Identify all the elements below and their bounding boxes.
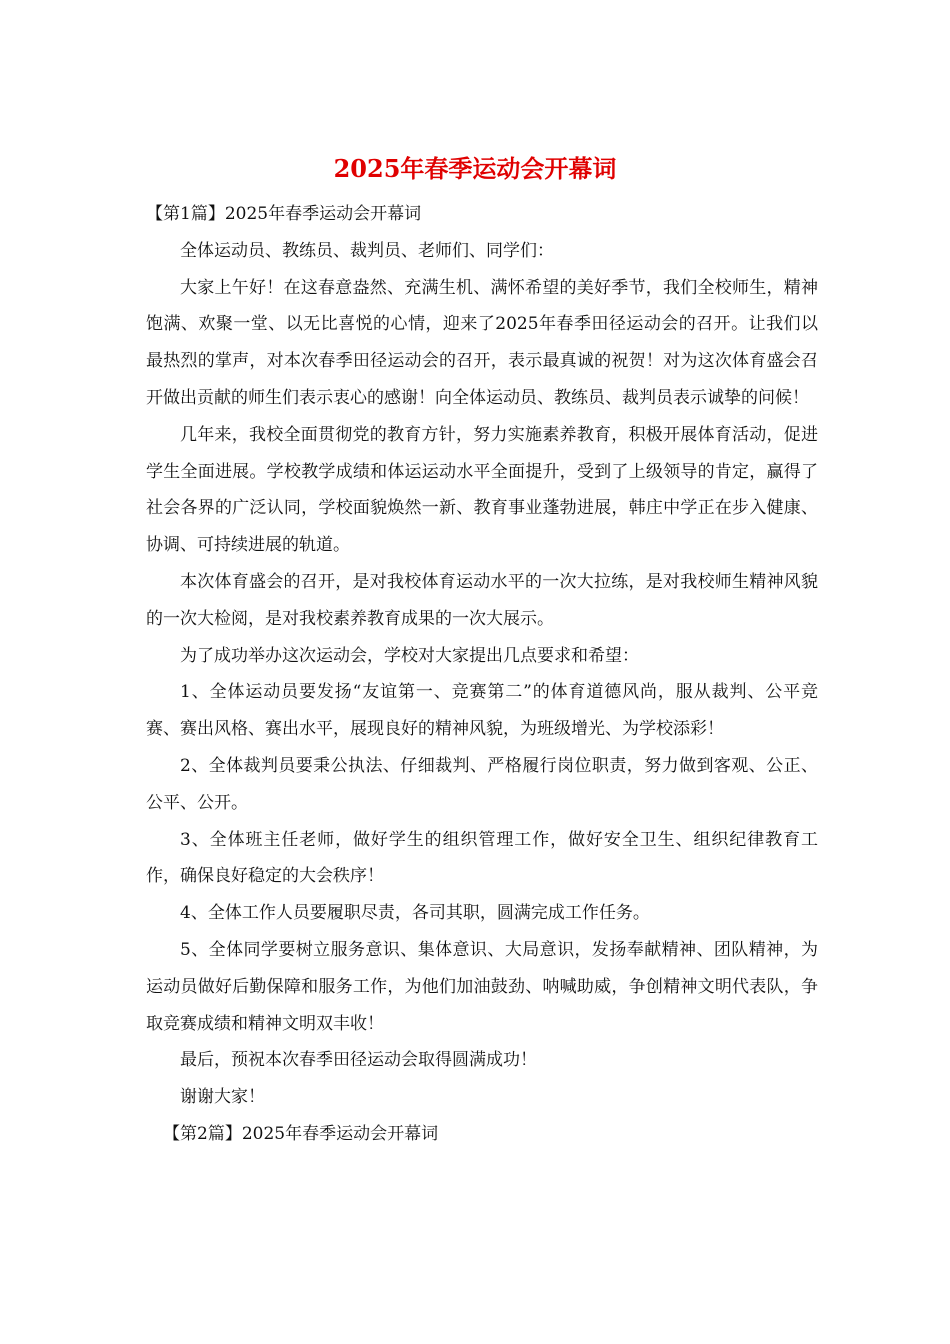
requirement-item-4: 4、全体工作人员要履职尽责，各司其职，圆满完成工作任务。 [180,903,650,924]
section-heading-1: 【第1篇】2025年春季运动会开幕词 [146,204,422,224]
greeting-paragraph: 大家上午好！在这春意盎然、充满生机、满怀希望的美好季节，我们全校师生，精神饱满、欢聚一堂、以无比喜悦的心情，迎来了2025年春季田径运动会的召开。让我们以最热烈的掌声，对本次春季田径运动会的召开，表示最真诚的祝贺！对为这次体育盛会召开做出贡献的师生们表示衷心的感谢！向全体运动员、教练员、裁判员表示诚挚的问候！ [146,277,818,408]
section-heading-2: 【第2篇】2025年春季运动会开幕词 [163,1123,439,1144]
thanks-paragraph: 谢谢大家！ [180,1087,265,1108]
requirement-item-1: 1、全体运动员要发扬“友谊第一、竞赛第二”的体育道德风尚，服从裁判、公平竞赛、赛出风格、赛出水平，展现良好的精神风貌，为班级增光、为学校添彩！ [146,682,818,740]
closing-wish-paragraph: 最后，预祝本次春季田径运动会取得圆满成功！ [180,1050,537,1071]
achievements-paragraph: 几年来，我校全面贯彻党的教育方针，努力实施素养教育，积极开展体育活动，促进学生全面进展。学校教学成绩和体运运动水平全面提升，受到了上级领导的肯定，赢得了社会各界的广泛认同，学校面貌焕然一新、教育事业蓬勃进展，韩庄中学正在步入健康、协调、可持续进展的轨道。 [146,424,818,556]
salutation-paragraph: 全体运动员、教练员、裁判员、老师们、同学们： [180,240,554,261]
requirement-item-2: 2、全体裁判员要秉公执法、仔细裁判、严格履行岗位职责，努力做到客观、公正、公平、公开。 [146,755,818,813]
document-body [146,196,818,1153]
requirement-item-5: 5、全体同学要树立服务意识、集体意识、大局意识，发扬奉献精神、团队精神，为运动员做好后勤保障和服务工作，为他们加油鼓劲、呐喊助威，争创精神文明代表队，争取竞赛成绩和精神文明双丰收！ [146,939,818,1034]
document-title: 2025年春季运动会开幕词 [333,154,617,183]
significance-paragraph: 本次体育盛会的召开，是对我校体育运动水平的一次大拉练，是对我校师生精神风貌的一次大检阅，是对我校素养教育成果的一次大展示。 [146,571,818,629]
requirements-intro-paragraph: 为了成功举办这次运动会，学校对大家提出几点要求和希望： [180,645,639,666]
requirement-item-3: 3、全体班主任老师，做好学生的组织管理工作，做好安全卫生、组织纪律教育工作，确保良好稳定的大会秩序！ [146,829,818,887]
